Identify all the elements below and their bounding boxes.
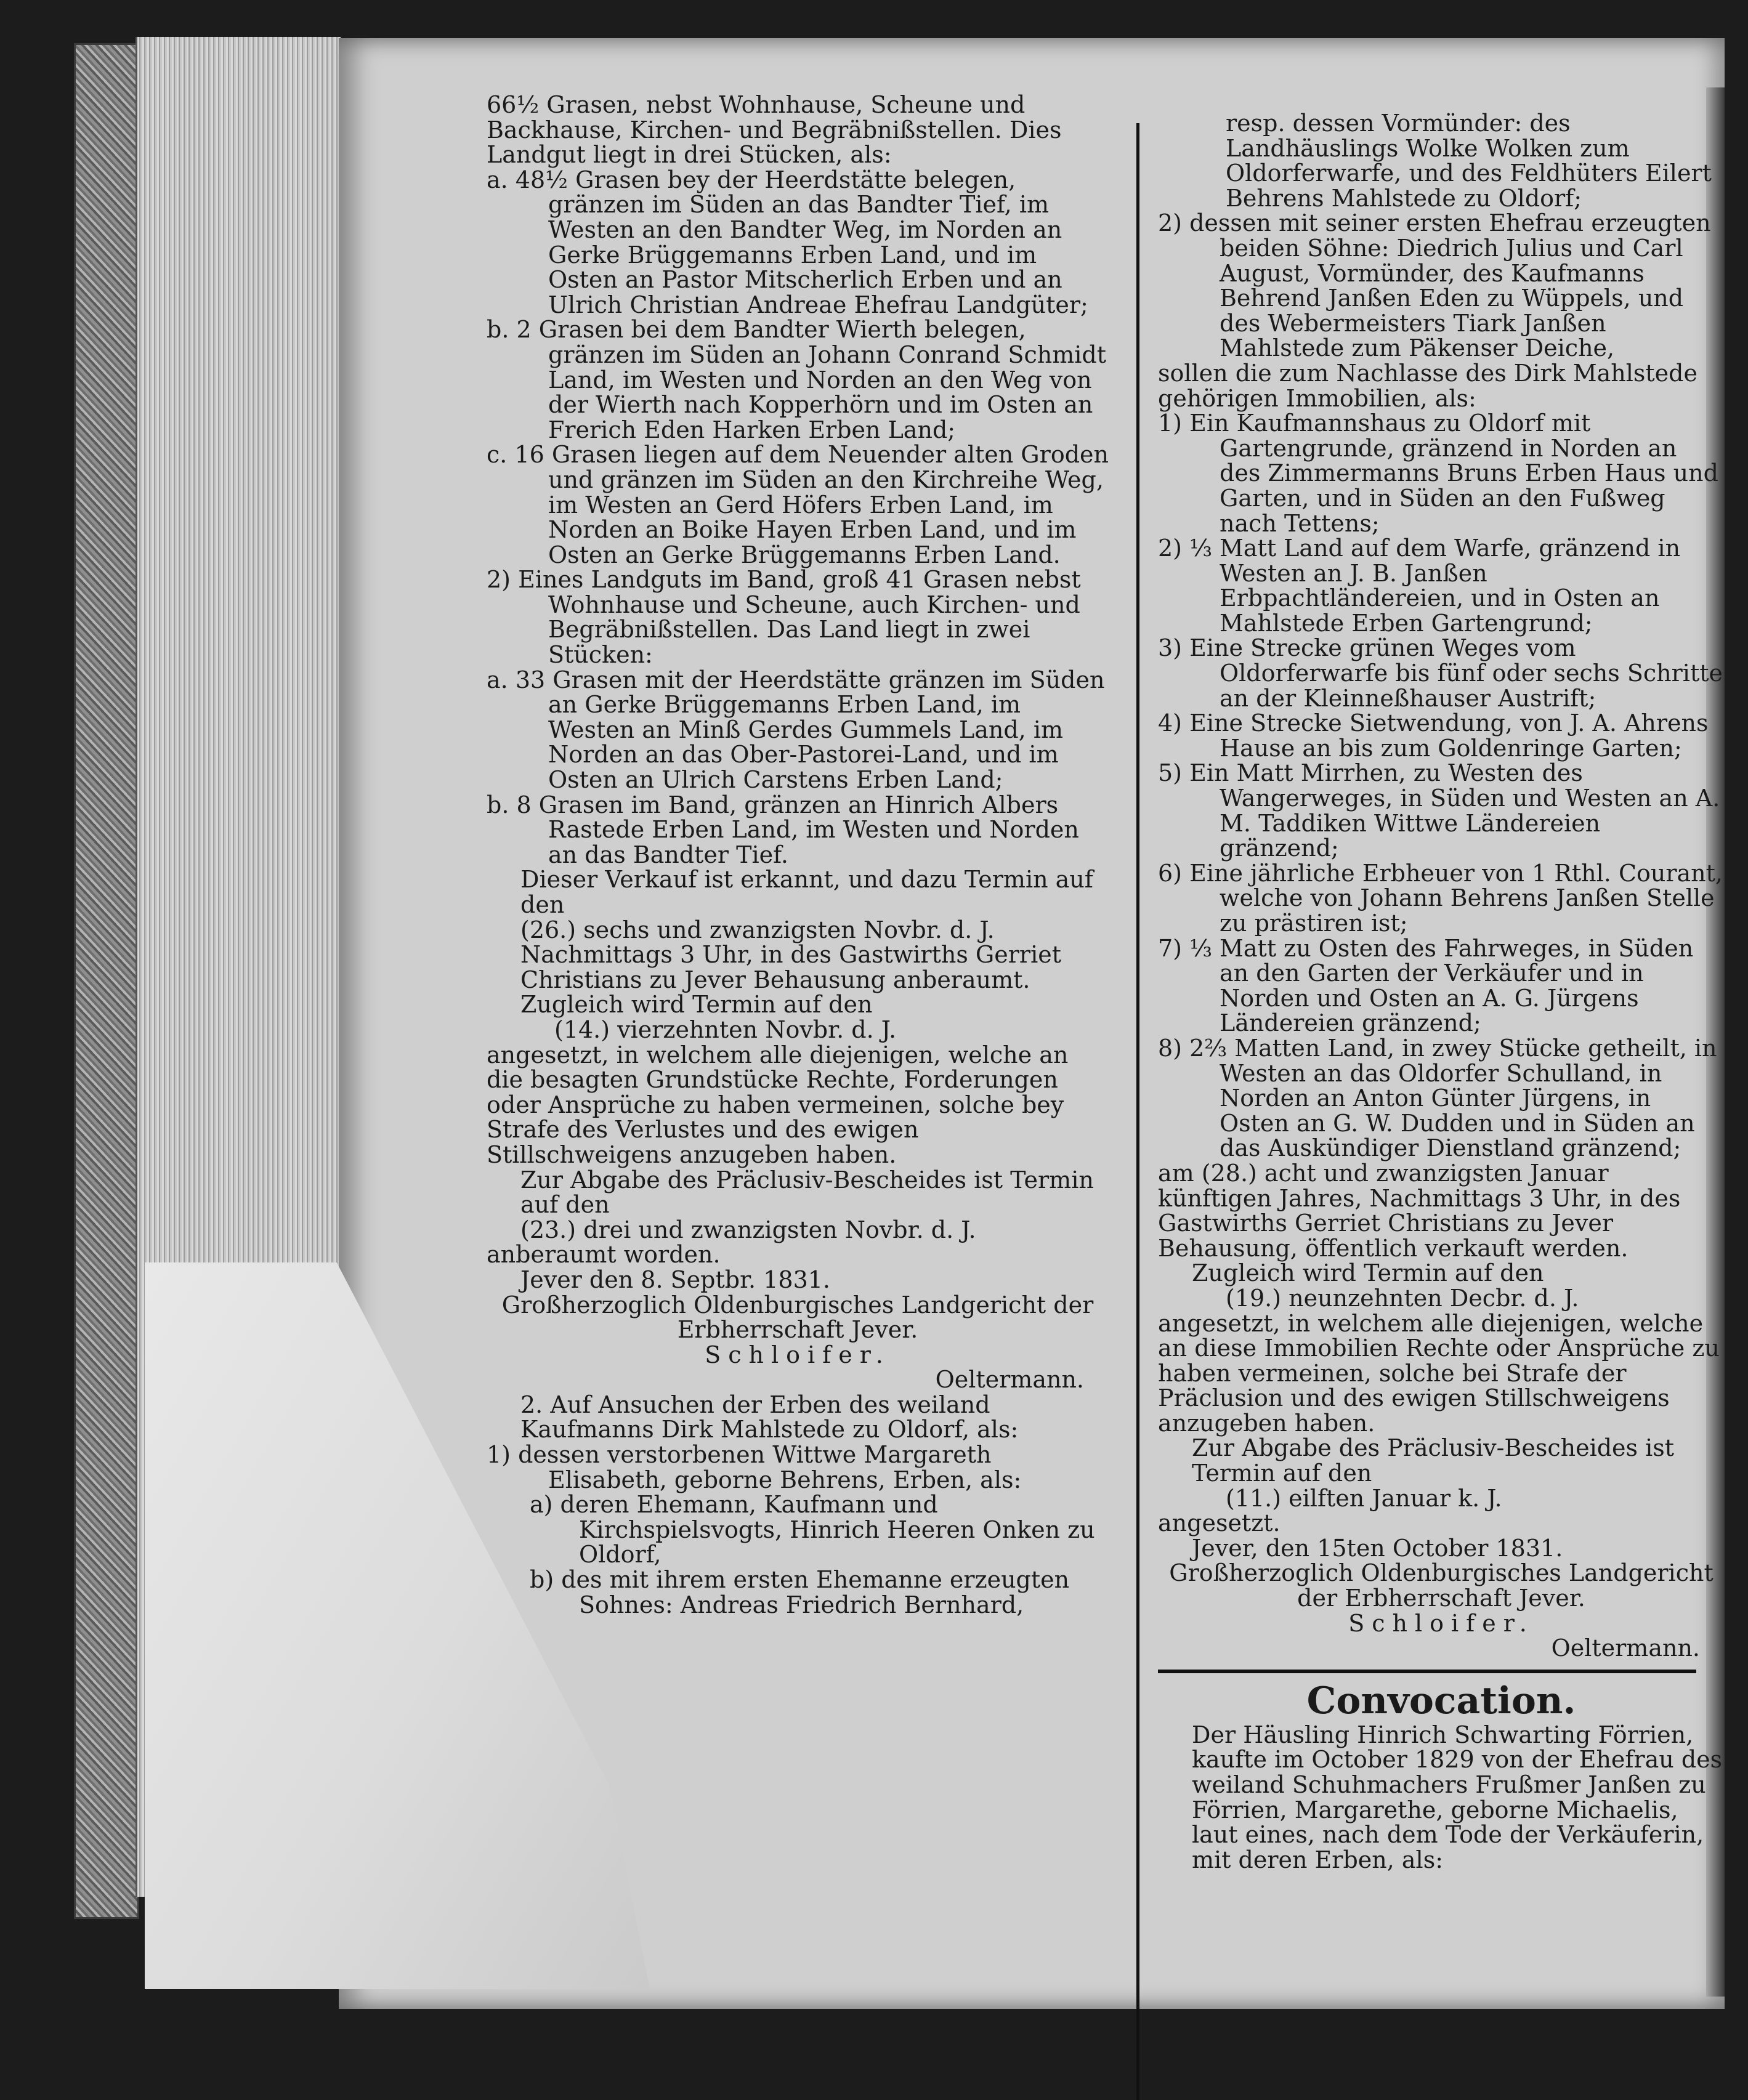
paragraph: am (28.) acht und zwanzigsten Januar künftigen Jahres, Nachmittags 3 Uhr, in des Gastwirths Gerriet Christians zu Jever Behausung, öffentlich verkauft werden. [1158,1159,1681,1262]
place-date: Jever den 8. Septbr. 1831. [520,1266,830,1293]
section-rule [1158,1670,1696,1673]
paragraph: Zur Abgabe des Präclusiv-Bescheides ist Termin auf den [520,1166,1094,1219]
date-line: (11.) eilften Januar k. J. [1226,1484,1502,1512]
date-line: (19.) neunzehnten Decbr. d. J. [1226,1284,1579,1312]
list-item: 4) Eine Strecke Sietwendung, von J. A. Ahrens Hause an bis zum Goldenringe Garten; [1158,709,1709,762]
list-item: 8) 2⅔ Matten Land, in zwey Stücke getheilt, in Westen an das Oldorfer Schulland, in Norden an Anton Günter Jürgens, in Osten an G. W. Dudden und in Süden an das Auskündiger Dienstland gränzend; [1158,1034,1717,1162]
paragraph: angesetzt, in welchem alle diejenigen, welche an die besagten Grundstücke Rechte, Forderungen oder Ansprüche zu haben vermeinen, solche bey Strafe des Verlustes und des ewigen Stillschweigens anzugeben haben. [487,1041,1069,1168]
place-date: Jever, den 15ten October 1831. [1192,1534,1563,1562]
left-column [487,92,1109,1617]
list-item: 7) ⅓ Matt zu Osten des Fahrweges, in Süden an den Garten der Verkäufer und in Norden und Osten an A. G. Jürgens Ländereien gränzend; [1158,934,1694,1037]
book-cover-edge [74,43,139,1919]
paragraph: anberaumt worden. [487,1241,721,1269]
paragraph: angesetzt, in welchem alle diejenigen, welche an diese Immobilien Rechte oder Ansprüche zu haben vermeinen, solche bei Strafe der Präclusion und des ewigen Stillschweigens anzugeben haben. [1158,1309,1720,1437]
column-divider [1136,123,1139,2100]
right-column [1158,111,1725,1872]
signature-oeltermann: Oeltermann. [935,1366,1084,1394]
date-line: (14.) vierzehnten Novbr. d. J. [554,1016,897,1043]
list-item: a) deren Ehemann, Kaufmann und Kirchspielsvogts, Hinrich Heeren Onken zu Oldorf, [530,1491,1095,1569]
list-item: 1) dessen verstorbenen Wittwe Margareth Elisabeth, geborne Behrens, Erben, als: [487,1441,1022,1493]
list-item: 5) Ein Matt Mirrhen, zu Westen des Wangerweges, in Süden und Westen an A. M. Taddiken Wittwe Ländereien gränzend; [1158,759,1720,862]
court-name: Großherzoglich Oldenburgisches Landgericht der Erbherrschaft Jever. [501,1291,1094,1344]
list-item: 3) Eine Strecke grünen Weges vom Oldorferwarfe bis fünf oder sechs Schritte an der Kleinneßhauser Austrift; [1158,634,1723,712]
paragraph: resp. dessen Vormünder: des Landhäuslings Wolke Wolken zum Oldorferwarfe, und des Feldhüters Eilert Behrens Mahlstede zu Oldorf; [1226,110,1712,212]
paragraph: Zugleich wird Termin auf den [1192,1259,1544,1287]
list-item: c. 16 Grasen liegen auf dem Neuender alten Groden und gränzen im Süden an den Kirchreihe Weg, im Westen an Gerd Höfers Erben Land, im Norden an Boike Hayen Erben Land, und im Osten an Gerke Brüggemanns Erben Land. [487,441,1109,568]
paragraph: 66½ Grasen, nebst Wohnhause, Scheune und Backhause, Kirchen- und Begräbnißstellen. Dies Landgut liegt in drei Stücken, als: [487,91,1062,169]
paragraph: sollen die zum Nachlasse des Dirk Mahlstede gehörigen Immobilien, als: [1158,359,1697,412]
paragraph: angesetzt. [1158,1509,1281,1537]
list-item: 6) Eine jährliche Erbheuer von 1 Rthl. Courant, welche von Johann Behrens Janßen Stelle zu prästiren ist; [1158,859,1723,937]
list-item: a. 33 Grasen mit der Heerdstätte gränzen im Süden an Gerke Brüggemanns Erben Land, im Westen an Minß Gerdes Gummels Land, im Norden an das Ober-Pastorei-Land, und im Osten an Ulrich Carstens Erben Land; [487,666,1105,794]
signature-oeltermann: Oeltermann. [1551,1634,1700,1662]
signature-schloifer: Schloifer. [705,1341,891,1368]
list-item: 2) ⅓ Matt Land auf dem Warfe, gränzend in Westen an J. B. Janßen Erbpachtländereien, und in Osten an Mahlstede Erben Gartengrund; [1158,535,1681,637]
paragraph: Der Häusling Hinrich Schwarting Förrien, kaufte im October 1829 von der Ehefrau des weiland Schuhmachers Frußmer Janßen zu Förrien, Margarethe, geborne Michaelis, laut eines, nach dem Tode der Verkäuferin, mit deren Erben, als: [1192,1721,1723,1873]
list-item: 1) Ein Kaufmannshaus zu Oldorf mit Gartengrunde, gränzend in Norden an des Zimmermanns Bruns Erben Haus und Garten, und in Süden an den Fußweg nach Tettens; [1158,410,1718,537]
list-item: b. 8 Grasen im Band, gränzen an Hinrich Albers Rastede Erben Land, im Westen und Norden an das Bandter Tief. [487,791,1079,868]
list-item: b) des mit ihrem ersten Ehemanne erzeugten Sohnes: Andreas Friedrich Bernhard, [530,1566,1070,1618]
signature-schloifer: Schloifer. [1348,1609,1534,1637]
paragraph: 2. Auf Ansuchen der Erben des weiland Kaufmanns Dirk Mahlstede zu Oldorf, als: [520,1391,1019,1444]
paragraph: Zur Abgabe des Präclusiv-Bescheides ist Termin auf den [1192,1434,1675,1487]
list-item: b. 2 Grasen bei dem Bandter Wierth belegen, gränzen im Süden an Johann Conrand Schmidt Land, im Westen und Norden an den Weg von der Wierth nach Kopperhörn und im Osten an Frerich Eden Harken Erben Land; [487,316,1106,443]
list-item: 2) Eines Landguts im Band, groß 41 Grasen nebst Wohnhause und Scheune, auch Kirchen- und Begräbnißstellen. Das Land liegt in zwei Stücken: [487,566,1081,669]
date-line: (23.) drei und zwanzigsten Novbr. d. J. [520,1216,976,1243]
paragraph: Dieser Verkauf ist erkannt, und dazu Termin auf den [520,866,1093,918]
list-item: a. 48½ Grasen bey der Heerdstätte belegen, gränzen im Süden an das Bandter Tief, im Westen an den Bandter Weg, im Norden an Gerke Brüggemanns Erben Land, und im Osten an Pastor Mitscherlich Erben und an Ulrich Christian Andreae Ehefrau Landgüter; [487,166,1088,318]
paragraph: Zugleich wird Termin auf den [520,991,873,1019]
list-item: 2) dessen mit seiner ersten Ehefrau erzeugten beiden Söhne: Diedrich Julius und Carl August, Vormünder, des Kaufmanns Behrend Janßen Eden zu Wüppels, und des Webermeisters Tiark Janßen Mahlstede zum Päkenser Deiche, [1158,209,1711,362]
date-line: (26.) sechs und zwanzigsten Novbr. d. J. Nachmittags 3 Uhr, in des Gastwirths Gerriet Christians zu Jever Behausung anberaumt. [520,916,1061,993]
court-name: Großherzoglich Oldenburgisches Landgericht der Erbherrschaft Jever. [1169,1559,1714,1612]
section-heading: Convocation. [1306,1679,1576,1722]
